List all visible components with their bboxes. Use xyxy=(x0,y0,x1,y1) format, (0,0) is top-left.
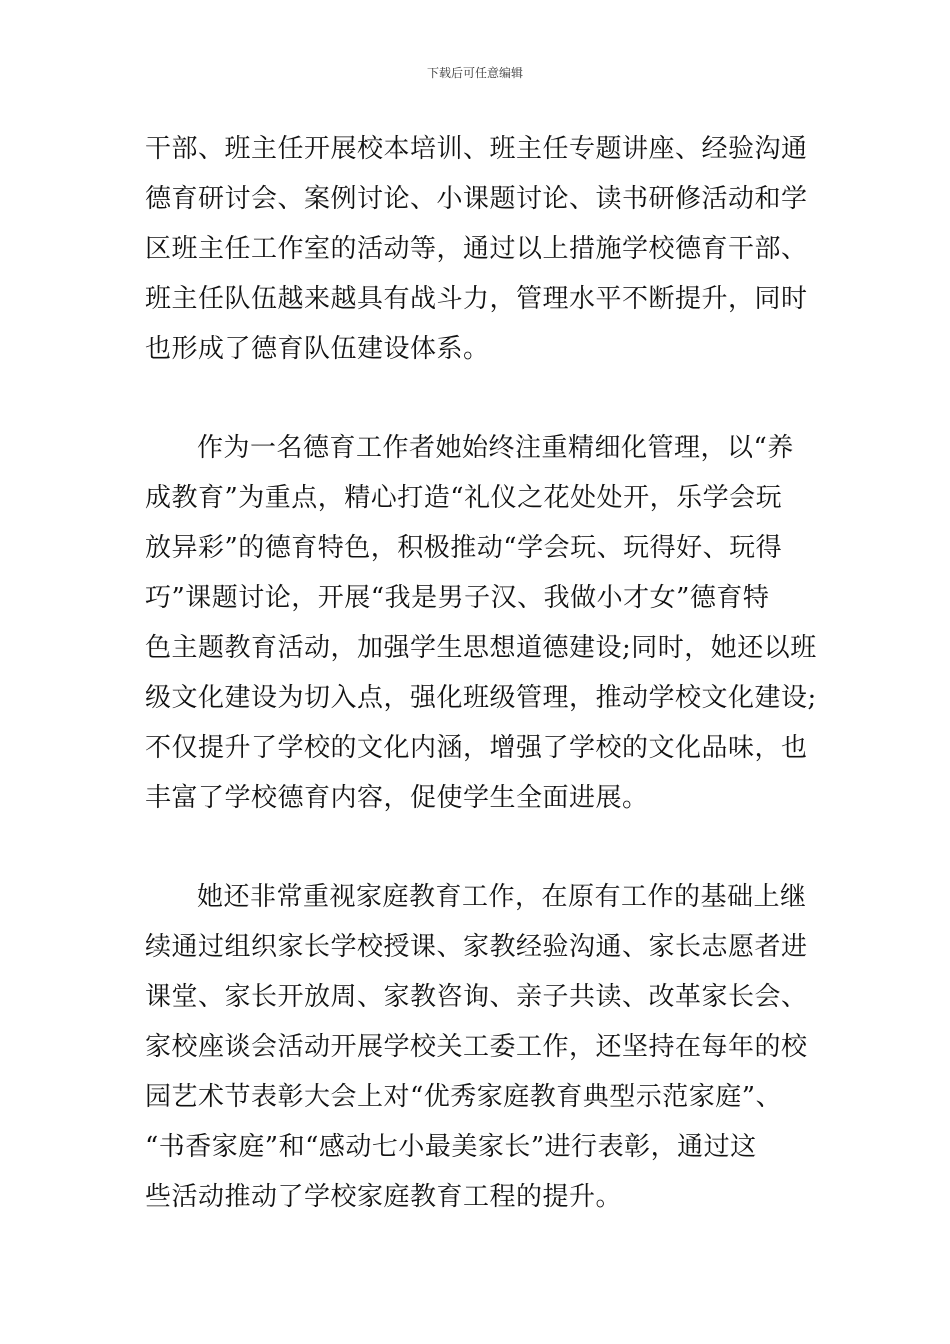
text-line: “书香家庭”和“感动七小最美家长”进行表彰，通过这 xyxy=(145,1132,757,1162)
text-line: 色主题教育活动，加强学生思想道德建设;同时，她还以班 xyxy=(145,633,817,663)
text-line: 不仅提升了学校的文化内涵，增强了学校的文化品味，也 xyxy=(145,733,808,763)
text-line: 级文化建设为切入点，强化班级管理，推动学校文化建设; xyxy=(145,683,817,713)
page-header: 下载后可任意编辑 xyxy=(426,66,523,80)
text-line: 园艺术节表彰大会上对“优秀家庭教育典型示范家庭”、 xyxy=(145,1082,783,1112)
text-line: 放异彩”的德育特色，积极推动“学会玩、玩得好、玩得 xyxy=(145,533,783,563)
text-line: 家校座谈会活动开展学校关工委工作，还坚持在每年的校 xyxy=(145,1032,808,1062)
text-line: 些活动推动了学校家庭教育工程的提升。 xyxy=(145,1182,623,1212)
text-line: 课堂、家长开放周、家教咨询、亲子共读、改革家长会、 xyxy=(145,982,808,1012)
text-line: 区班主任工作室的活动等，通过以上措施学校德育干部、 xyxy=(145,234,808,264)
text-line: 也形成了德育队伍建设体系。 xyxy=(145,334,490,364)
text-line: 她还非常重视家庭教育工作，在原有工作的基础上继 xyxy=(197,882,807,912)
text-line: 巧”课题讨论，开展“我是男子汉、我做小才女”德育特 xyxy=(145,583,770,613)
text-line: 德育研讨会、案例讨论、小课题讨论、读书研修活动和学 xyxy=(145,184,808,214)
text-line: 班主任队伍越来越具有战斗力，管理水平不断提升，同时 xyxy=(145,284,808,314)
text-line: 成教育”为重点，精心打造“礼仪之花处处开，乐学会玩 xyxy=(145,483,783,513)
text-line: 干部、班主任开展校本培训、班主任专题讲座、经验沟通 xyxy=(145,134,808,164)
text-line: 续通过组织家长学校授课、家教经验沟通、家长志愿者进 xyxy=(145,932,808,962)
text-line: 丰富了学校德育内容，促使学生全面进展。 xyxy=(145,783,649,813)
text-line: 作为一名德育工作者她始终注重精细化管理，以“养 xyxy=(197,433,794,463)
